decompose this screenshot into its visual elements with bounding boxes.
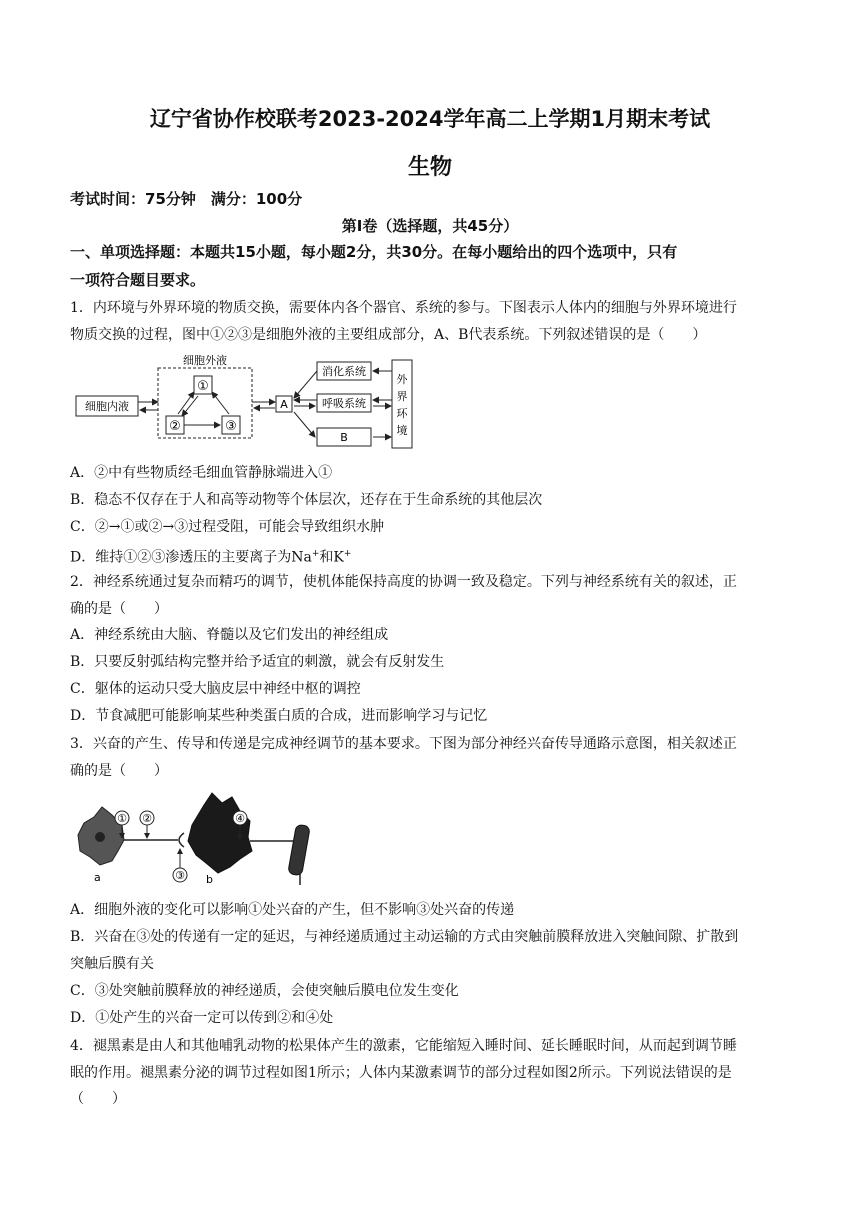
system-b-label: B [340, 431, 348, 444]
q4-stem-line1: 4．褪黑素是由人和其他哺乳动物的松果体产生的激素，它能缩短入睡时间、延长睡眠时间，从而起到调节睡 [70, 1038, 737, 1054]
q4-stem-line3: （ ） [70, 1091, 126, 1107]
q2-stem-line1: 2．神经系统通过复杂而精巧的调节，使机体能保持高度的协调一致及稳定。下列与神经系统有关的叙述，正 [70, 574, 737, 590]
q1-option-a: A．②中有些物质经毛细血管静脉端进入① [70, 465, 333, 481]
q2-option-a: A．神经系统由大脑、脊髓以及它们发出的神经组成 [70, 627, 389, 643]
point-1: ① [117, 812, 127, 825]
part-instruction-line1: 一、单项选择题：本题共15小题，每小题2分，共30分。在每小题给出的四个选项中，只有 [70, 243, 678, 261]
q3-stem-line2: 确的是（ ） [70, 763, 168, 779]
q3-option-c: C．③处突触前膜释放的神经递质，会使突触后膜电位发生变化 [70, 983, 459, 999]
section-heading: 第Ⅰ卷（选择题，共45分） [341, 217, 519, 235]
point-3: ③ [175, 869, 185, 882]
neuron-b-label: b [206, 873, 213, 886]
effector-muscle [288, 824, 310, 876]
exam-info: 考试时间：75分钟 满分：100分 [70, 190, 303, 208]
external-char-2: 界 [396, 390, 408, 403]
node-3: ③ [225, 419, 237, 434]
part-instruction-line2: 一项符合题目要求。 [70, 271, 206, 289]
q2-option-c: C．躯体的运动只受大脑皮层中神经中枢的调控 [70, 681, 361, 697]
q3-option-b-line2: 突触后膜有关 [70, 956, 154, 972]
q1-option-c: C．②→①或②→③过程受阻，可能会导致组织水肿 [70, 519, 385, 535]
extracellular-label: 细胞外液 [183, 354, 227, 367]
neuron-a-label: a [94, 871, 101, 884]
external-char-4: 境 [396, 424, 408, 437]
q1-figure [72, 350, 422, 455]
external-char-3: 环 [396, 407, 408, 420]
q3-figure [72, 785, 332, 890]
q1-stem-line1: 1．内环境与外界环境的物质交换，需要体内各个器官、系统的参与。下图表示人体内的细胞与外界环境进行 [70, 300, 737, 316]
q1-option-b: B．稳态不仅存在于人和高等动物等个体层次，还存在于生命系统的其他层次 [70, 492, 543, 508]
digestive-system-label: 消化系统 [322, 365, 366, 378]
system-a-label: A [280, 398, 288, 411]
intracellular-label: 细胞内液 [85, 400, 129, 413]
point-2: ② [142, 812, 152, 825]
q3-option-b-line1: B．兴奋在③处的传递有一定的延迟，与神经递质通过主动运输的方式由突触前膜释放进入突触间隙、扩散到 [70, 929, 739, 945]
q3-stem-line1: 3．兴奋的产生、传导和传递是完成神经调节的基本要求。下图为部分神经兴奋传导通路示意图，相关叙述正 [70, 736, 737, 752]
node-2: ② [169, 419, 181, 434]
q3-option-a: A．细胞外液的变化可以影响①处兴奋的产生，但不影响③处兴奋的传递 [70, 902, 515, 918]
q3-option-d: D．①处产生的兴奋一定可以传到②和④处 [70, 1010, 334, 1026]
subject-title: 生物 [407, 155, 452, 180]
point-4: ④ [235, 812, 245, 825]
exam-title: 辽宁省协作校联考2023-2024学年高二上学期1月期末考试 [149, 107, 711, 131]
neuron-b [188, 793, 252, 873]
external-char-1: 外 [396, 373, 408, 386]
q1-option-d: D．维持①②③渗透压的主要离子为Na+和K+ [70, 549, 352, 566]
q1-stem-line2: 物质交换的过程，图中①②③是细胞外液的主要组成部分，A、B代表系统。下列叙述错误的是（ ） [70, 327, 707, 343]
q2-option-d: D．节食减肥可能影响某些种类蛋白质的合成，进而影响学习与记忆 [70, 708, 488, 724]
q2-option-b: B．只要反射弧结构完整并给予适宜的刺激，就会有反射发生 [70, 654, 445, 670]
respiratory-system-label: 呼吸系统 [322, 397, 366, 410]
q4-stem-line2: 眠的作用。褪黑素分泌的调节过程如图1所示；人体内某激素调节的部分过程如图2所示。下列说法错误的是 [70, 1065, 732, 1081]
q2-stem-line2: 确的是（ ） [70, 601, 168, 617]
node-1: ① [197, 379, 209, 394]
